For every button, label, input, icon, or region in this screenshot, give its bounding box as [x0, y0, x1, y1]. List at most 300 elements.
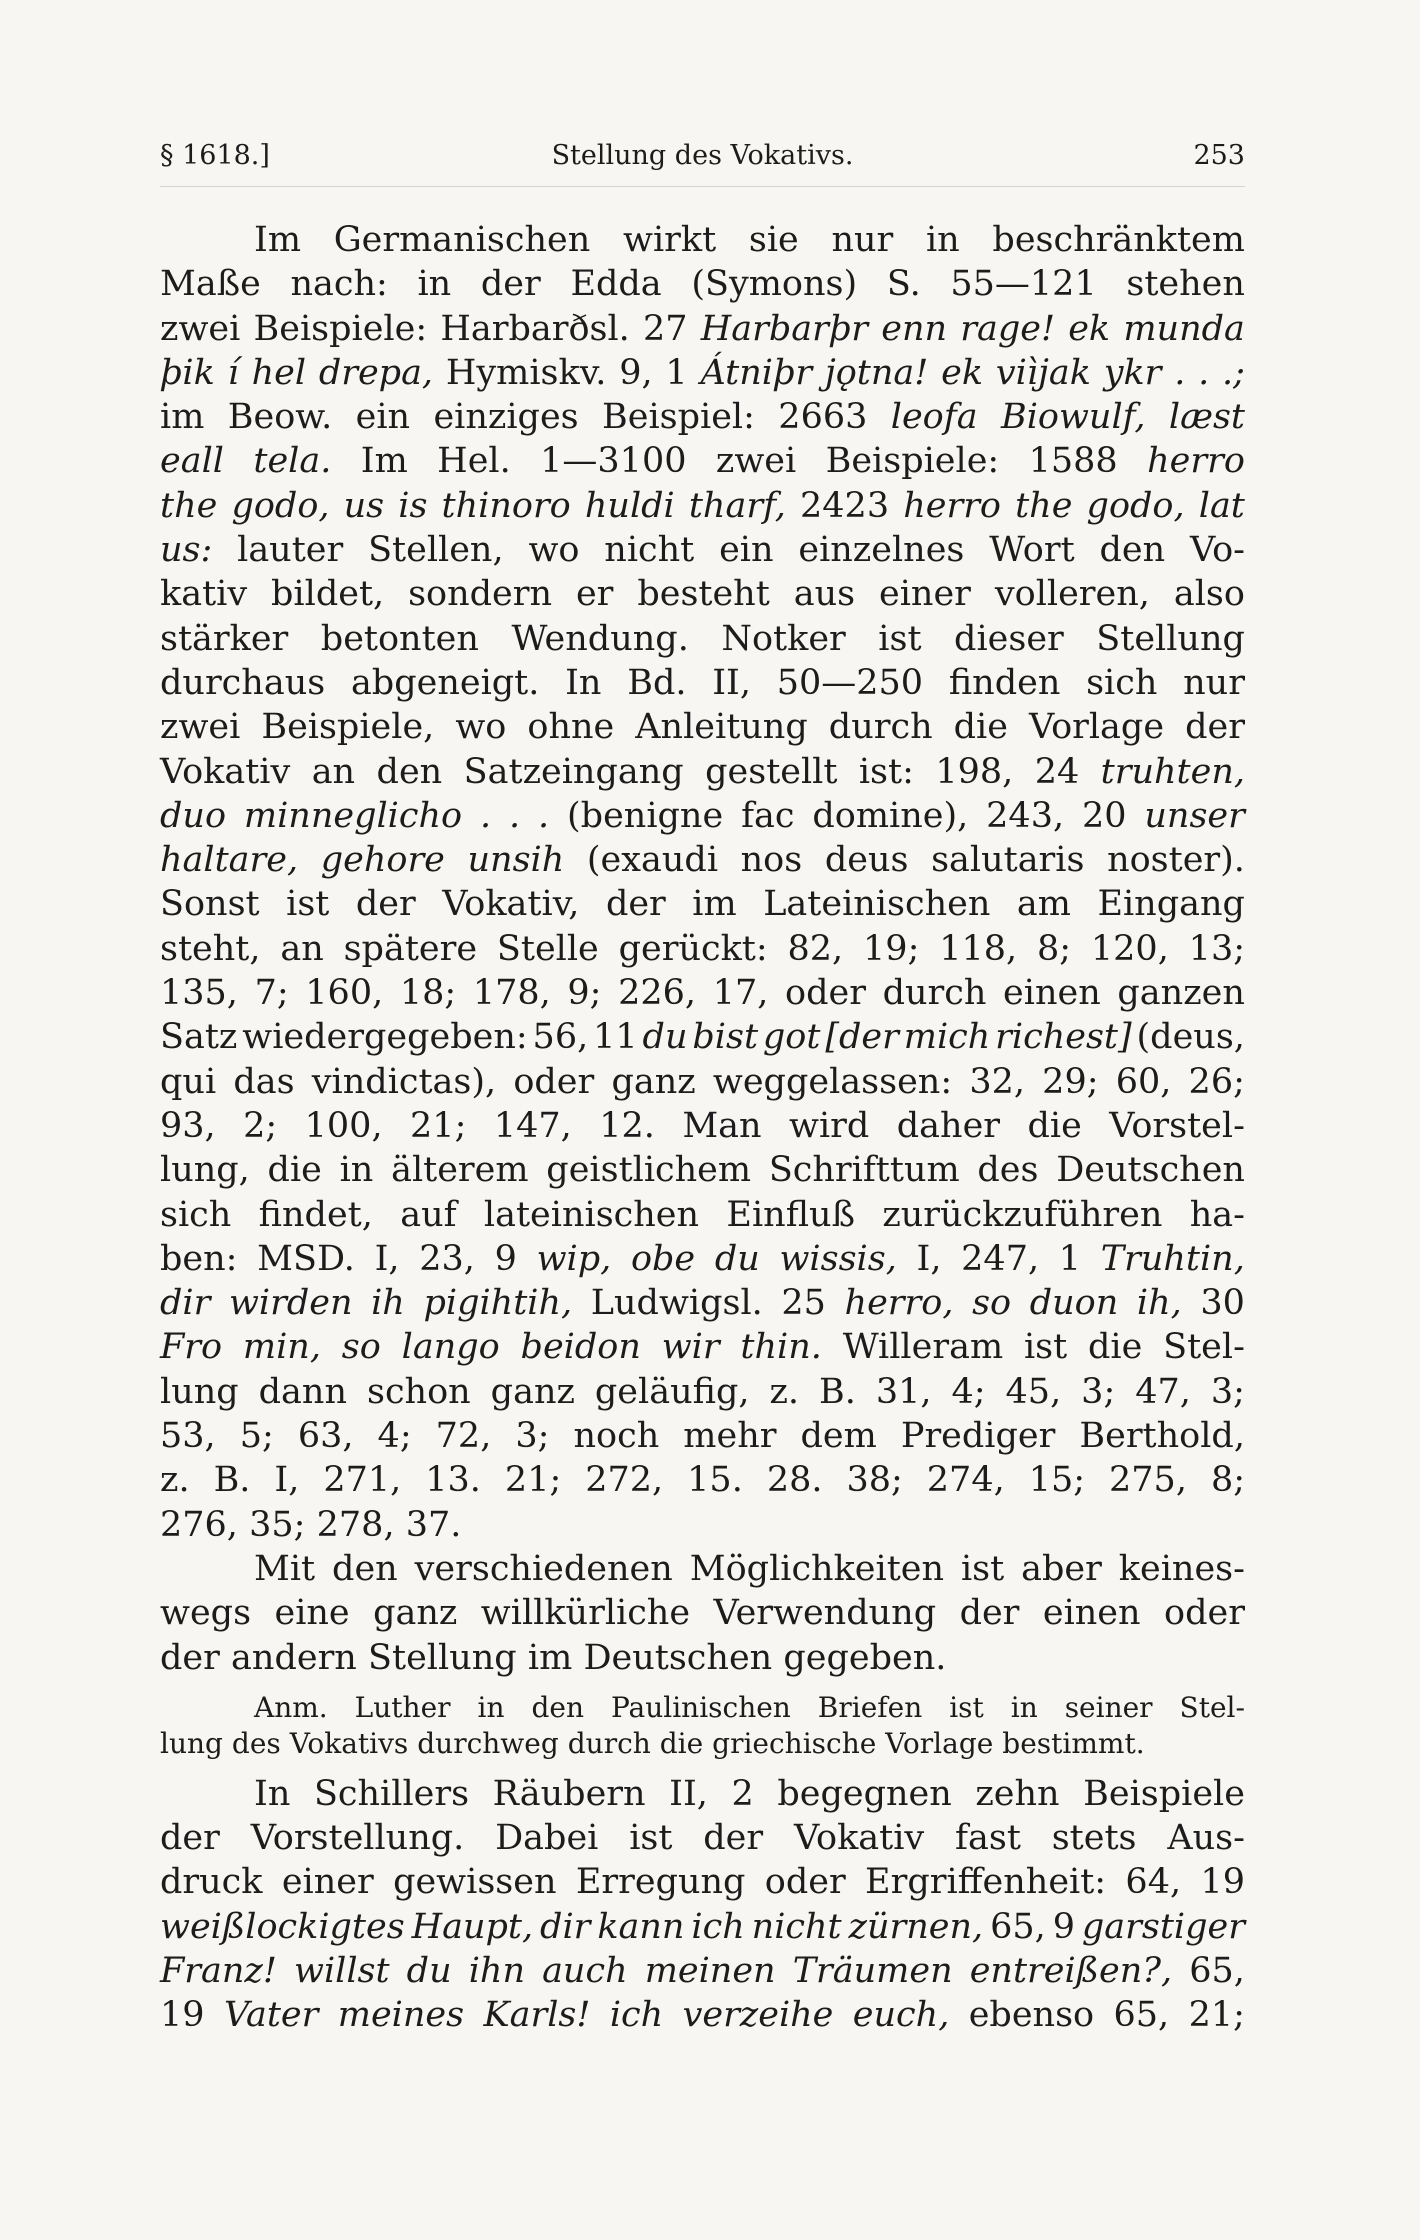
text-line [160, 351, 1245, 395]
text-line [160, 1325, 1245, 1369]
roman-text: 2663 [778, 397, 868, 438]
word [779, 1237, 896, 1281]
word [883, 971, 987, 1015]
roman-text: eine [274, 1593, 350, 1634]
italic-text: du [406, 1950, 452, 1991]
word [794, 1816, 924, 1860]
word [160, 1325, 222, 1369]
roman-text: ganz [611, 1061, 696, 1102]
text-line [160, 307, 1245, 351]
roman-text: II, [712, 662, 751, 703]
word [290, 1726, 409, 1762]
text-line [160, 1281, 1245, 1325]
word [243, 1104, 277, 1148]
roman-text: ist [878, 618, 922, 659]
roman-text: ganz [490, 1371, 575, 1412]
word [669, 1772, 708, 1816]
italic-text: wip, [536, 1238, 612, 1279]
roman-text: 21; [504, 1460, 562, 1501]
word [995, 572, 1150, 616]
word [356, 395, 410, 439]
word [683, 1414, 776, 1458]
roman-text: 25 [781, 1283, 826, 1324]
word [1088, 1325, 1142, 1369]
word [825, 351, 928, 395]
word [885, 1726, 993, 1762]
text-line [160, 1148, 1245, 1192]
word [631, 1237, 695, 1281]
italic-text: munda [1123, 308, 1245, 349]
roman-text: den [531, 1690, 584, 1724]
word [377, 750, 443, 794]
word [781, 1281, 826, 1325]
word [587, 838, 718, 882]
word [763, 882, 990, 926]
word [319, 351, 433, 395]
word [903, 484, 1001, 528]
italic-text: ich [609, 1995, 664, 2036]
italic-text: minneglicho [243, 795, 463, 836]
word [231, 1636, 357, 1680]
roman-text: 278, [316, 1504, 395, 1545]
word [1190, 1193, 1245, 1237]
italic-text: ih [371, 1283, 405, 1324]
roman-text: der [355, 884, 416, 925]
roman-text: die [953, 707, 1008, 748]
roman-text: Hel. [437, 441, 511, 482]
roman-text: I, [274, 1460, 300, 1501]
roman-text: 19 [1200, 1862, 1245, 1903]
italic-text: unsih [467, 840, 565, 881]
word [865, 1860, 1106, 1904]
word [305, 971, 383, 1015]
roman-text: lung [160, 1371, 239, 1412]
word [294, 1949, 390, 1993]
word [682, 1104, 761, 1148]
roman-text: der [959, 1593, 1020, 1634]
roman-text: ein [719, 530, 774, 571]
italic-text: so [341, 1327, 381, 1368]
word [567, 794, 723, 838]
word [859, 750, 914, 794]
roman-text: dann [258, 1371, 348, 1412]
roman-text: In [254, 1773, 291, 1814]
word [629, 1816, 672, 1860]
roman-text: Wendung. [511, 618, 689, 659]
roman-text: Eingang [1097, 884, 1245, 925]
word [298, 1414, 354, 1458]
roman-text: Anm. [254, 1690, 328, 1724]
roman-text: 160, [305, 973, 384, 1014]
word [891, 395, 978, 439]
roman-text: auf [400, 1194, 457, 1235]
roman-text: 55—121 [950, 264, 1097, 305]
word [846, 1458, 902, 1502]
roman-text: ist [286, 884, 330, 925]
word [373, 1591, 457, 1635]
word [540, 1905, 590, 1949]
word [926, 218, 960, 262]
word [845, 1281, 954, 1325]
word [160, 750, 290, 794]
word [254, 307, 428, 351]
roman-text: Harbarðsl. [440, 308, 630, 349]
roman-text: ganz [373, 1593, 458, 1634]
italic-text: wir [661, 1327, 720, 1368]
italic-text: got [762, 1017, 821, 1058]
word [1029, 1458, 1085, 1502]
roman-text: 50—250 [776, 662, 924, 703]
word [312, 750, 355, 794]
roman-text: die [267, 1150, 322, 1191]
roman-text: Satz [160, 1017, 238, 1058]
word [660, 1726, 703, 1762]
roman-text: an [311, 751, 356, 792]
text-line [160, 794, 1245, 838]
text-line [160, 661, 1245, 705]
word [576, 1860, 746, 1904]
roman-text: gerückt: [618, 928, 768, 969]
word [546, 1148, 751, 1192]
roman-text: gegeben. [783, 1637, 947, 1678]
italic-text: bist [692, 1017, 759, 1058]
italic-text: læst [1168, 397, 1245, 438]
word [801, 1414, 877, 1458]
word [767, 1458, 823, 1502]
roman-text: ein [355, 397, 411, 438]
roman-text: Ludwigsl. [590, 1283, 763, 1324]
word [160, 1993, 205, 2037]
word [618, 971, 696, 1015]
italic-text: Vater [223, 1995, 319, 2036]
word [1002, 1726, 1144, 1762]
word [1100, 528, 1166, 572]
roman-text: 4; [377, 1416, 412, 1457]
italic-text: mich [903, 1017, 991, 1058]
word [371, 1281, 405, 1325]
roman-text: 53, [160, 1416, 216, 1457]
word [400, 971, 456, 1015]
word [825, 1015, 899, 1059]
word [689, 484, 786, 528]
italic-text: euch, [852, 1995, 950, 2036]
word [986, 794, 1064, 838]
word [160, 1816, 220, 1860]
word [160, 1015, 237, 1059]
word [491, 1370, 575, 1414]
italic-text: wissis, [779, 1238, 897, 1279]
word [229, 1281, 353, 1325]
roman-text: Wort [989, 530, 1075, 571]
word [259, 1193, 373, 1237]
word [160, 1726, 223, 1762]
italic-text: herro [903, 485, 1001, 526]
word [286, 882, 329, 926]
roman-text: wirkt [622, 220, 717, 260]
word [665, 351, 687, 395]
word [160, 528, 212, 572]
text-line [160, 1104, 1245, 1148]
word [398, 484, 427, 528]
word [282, 1860, 374, 1904]
roman-text: 9 [494, 1238, 517, 1279]
roman-text: einer [281, 1862, 374, 1903]
word [749, 218, 799, 262]
word [446, 351, 607, 395]
word [254, 218, 301, 262]
word [160, 1193, 231, 1237]
word [1190, 528, 1245, 572]
word [949, 1690, 984, 1726]
roman-text: am [1016, 884, 1071, 925]
word [1059, 1237, 1081, 1281]
word [690, 1547, 944, 1591]
word [160, 1636, 220, 1680]
roman-text: S. [886, 264, 921, 305]
word [713, 971, 769, 1015]
italic-text: Haupt, [411, 1906, 534, 1947]
roman-text: Luther [354, 1690, 451, 1724]
italic-text: gehore [320, 840, 445, 881]
word [1189, 1949, 1245, 1993]
roman-text: In [565, 662, 602, 703]
word [917, 1237, 942, 1281]
word [481, 262, 541, 306]
roman-text: Vorlage [885, 1726, 994, 1760]
word [437, 439, 511, 483]
roman-text: 178, [472, 973, 551, 1014]
roman-text: ohne [527, 707, 615, 748]
word [160, 1860, 263, 1904]
word [1109, 1104, 1245, 1148]
italic-text: . [508, 795, 521, 836]
word [1222, 351, 1245, 395]
word [961, 1547, 1004, 1591]
word [228, 351, 239, 395]
roman-text: zwei [160, 308, 241, 349]
word [356, 882, 416, 926]
italic-text: du [642, 1017, 688, 1058]
roman-text: deus [824, 840, 909, 881]
word [794, 572, 855, 616]
roman-text: Vorstel- [1109, 1105, 1245, 1146]
word [731, 1772, 753, 1816]
word [406, 1503, 462, 1547]
roman-text: Vokativ [793, 1818, 925, 1859]
word [941, 351, 983, 395]
word [540, 439, 686, 483]
roman-text: 64, [1125, 1862, 1182, 1903]
roman-text: älterem [391, 1150, 529, 1191]
roman-text: 30 [1200, 1283, 1245, 1324]
roman-text: B. [213, 1460, 251, 1501]
roman-text: Erregung [575, 1862, 746, 1903]
roman-text: Stellen, [368, 530, 504, 571]
word [714, 1591, 937, 1635]
italic-text: dir [160, 1283, 211, 1324]
text-line [160, 1193, 1245, 1237]
word [257, 1237, 355, 1281]
roman-text: einen [1003, 973, 1101, 1014]
roman-text: den [332, 1548, 398, 1589]
roman-text: sich [1086, 662, 1158, 703]
italic-text: tela. [253, 441, 332, 482]
word [611, 1060, 695, 1104]
roman-text: lauter [237, 530, 344, 571]
word [726, 1193, 855, 1237]
roman-text: 37. [405, 1504, 462, 1545]
word [990, 1905, 1046, 1949]
roman-text: Deutschen [583, 1637, 773, 1678]
italic-text: lango [401, 1327, 500, 1368]
word [455, 705, 506, 749]
italic-text: willst [294, 1950, 390, 1991]
roman-text: verschiedenen [414, 1548, 673, 1589]
roman-text: 19; [863, 928, 920, 969]
word [954, 617, 1064, 661]
roman-text: 21; [1188, 1995, 1245, 2036]
word [683, 1993, 834, 2037]
word [244, 794, 462, 838]
roman-text: in [925, 220, 960, 260]
word [818, 1690, 922, 1726]
text-line [160, 750, 1245, 794]
roman-text: 2 [731, 1773, 754, 1814]
word [367, 1370, 471, 1414]
word [252, 351, 306, 395]
word [863, 927, 919, 971]
word [261, 705, 434, 749]
italic-text: entreißen?, [969, 1950, 1173, 1991]
roman-text: findet, [258, 1194, 373, 1235]
roman-text: wird [789, 1105, 870, 1146]
word [602, 395, 755, 439]
word [400, 1193, 456, 1237]
roman-text: 276, [160, 1504, 238, 1545]
text-line [160, 439, 1245, 483]
roman-text: 18; [399, 973, 457, 1014]
word [713, 1060, 952, 1104]
roman-text: 65, [990, 1906, 1046, 1947]
roman-text: 21; [410, 1105, 467, 1146]
text-line [160, 218, 1245, 262]
roman-text: Aus- [1167, 1818, 1245, 1859]
roman-text: volleren, [994, 574, 1150, 615]
text-line [160, 484, 1245, 528]
roman-text: nicht [604, 530, 695, 571]
word [531, 1690, 584, 1726]
running-title: Stellung des Vokativs. [551, 140, 854, 171]
italic-text: min, [242, 1327, 321, 1368]
roman-text: 47, [1135, 1371, 1191, 1412]
italic-text: ihn [468, 1950, 525, 1991]
roman-text: Deutschen [1056, 1150, 1245, 1191]
roman-text: einen [1042, 1593, 1141, 1634]
word [515, 1414, 549, 1458]
italic-text: the [1015, 485, 1073, 526]
roman-text: der [1185, 707, 1245, 748]
word [597, 1905, 684, 1949]
word [1017, 882, 1071, 926]
roman-text: Stelle [496, 928, 599, 969]
word [412, 1905, 534, 1949]
roman-text: 19 [160, 1995, 205, 2036]
roman-text: Maße [160, 264, 261, 305]
word [788, 927, 844, 971]
roman-text: nur [1183, 662, 1245, 703]
roman-text: Dabei [495, 1818, 599, 1859]
roman-text: willkürliche [480, 1593, 691, 1634]
word [881, 307, 947, 351]
word [1135, 1370, 1191, 1414]
roman-text: abgeneigt. [350, 662, 540, 703]
roman-text: Stel- [1163, 1327, 1245, 1368]
word [274, 1458, 299, 1502]
roman-text: fast [955, 1818, 1021, 1859]
italic-text: nicht [751, 1906, 842, 1947]
word [233, 1060, 294, 1104]
italic-text: auch [542, 1950, 628, 1991]
word [1101, 750, 1245, 794]
word [368, 528, 504, 572]
roman-text: finden [948, 662, 1061, 703]
word [585, 1458, 663, 1502]
word [255, 971, 289, 1015]
word [344, 927, 477, 971]
word [901, 1414, 1055, 1458]
roman-text: 5; [239, 1416, 274, 1457]
running-head [160, 140, 1245, 184]
word [610, 1993, 663, 2037]
word [843, 1325, 1003, 1369]
roman-text: die [1088, 1327, 1143, 1368]
roman-text: 60, [1115, 1061, 1172, 1102]
roman-text: bildet, [271, 574, 385, 615]
text-line [160, 1690, 1245, 1726]
word [1137, 1015, 1245, 1059]
word [268, 1148, 322, 1192]
word [599, 1104, 655, 1148]
word [935, 750, 1013, 794]
italic-text: thinoro [441, 485, 571, 526]
roman-text: oder [513, 1061, 595, 1102]
roman-text: Im [254, 220, 302, 260]
italic-text: godo, [1086, 485, 1185, 526]
italic-text: þik [160, 352, 215, 393]
word [1042, 1060, 1098, 1104]
italic-text: Biowulf, [1000, 397, 1146, 438]
roman-text: 7; [254, 973, 289, 1014]
text-line [160, 572, 1245, 616]
italic-text: . [1174, 352, 1186, 393]
roman-text: Schrifttum [768, 1150, 960, 1191]
word [1068, 307, 1110, 351]
word [876, 1370, 932, 1414]
word [481, 1591, 690, 1635]
roman-text: der [480, 264, 541, 305]
roman-text: 2423 [800, 485, 890, 526]
italic-text: meinen [644, 1950, 776, 1991]
roman-text: andern [231, 1637, 357, 1678]
roman-text: das [233, 1061, 295, 1102]
roman-text: im [527, 1637, 573, 1678]
italic-text: beidon [520, 1327, 641, 1368]
word [527, 705, 614, 749]
word [251, 1816, 465, 1860]
word [777, 1772, 951, 1816]
word [160, 971, 238, 1015]
word [611, 1690, 791, 1726]
